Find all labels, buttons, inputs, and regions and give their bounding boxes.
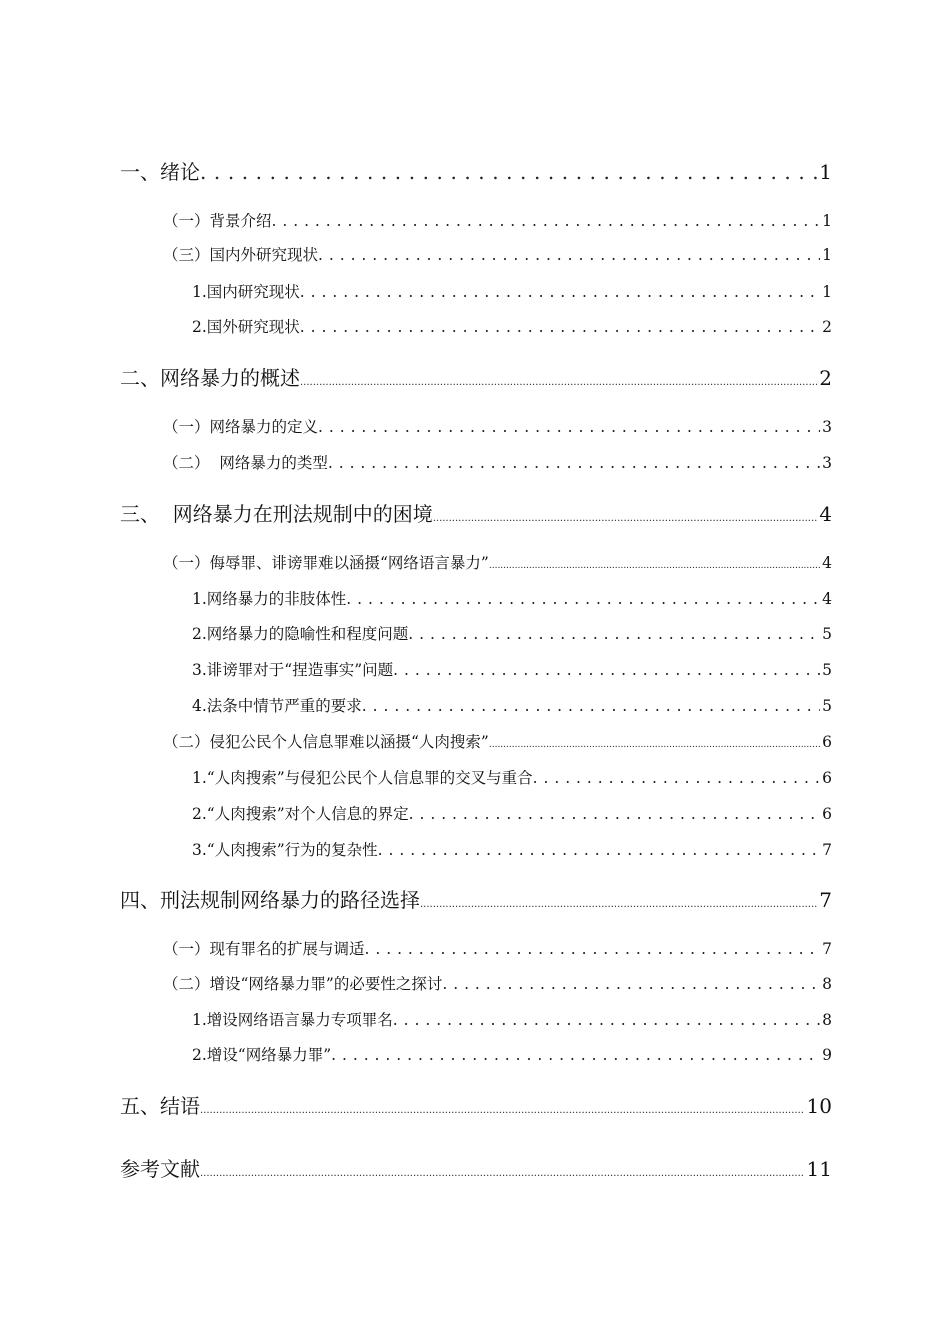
toc-entry-human-flesh-complexity[interactable] <box>192 838 832 860</box>
dot-leader <box>200 1094 805 1118</box>
toc-entry-label: （二） 网络暴力的类型 <box>163 454 328 472</box>
dot-leader <box>300 366 817 390</box>
dot-leader <box>200 1157 805 1181</box>
toc-entry-domestic-research[interactable] <box>192 280 832 302</box>
toc-entry-expansion[interactable] <box>163 937 832 959</box>
toc-page-number: 5 <box>822 661 832 679</box>
toc-page-number: 2 <box>819 366 832 390</box>
toc-entry-label: 3.诽谤罪对于“捏造事实”问题 <box>192 661 394 679</box>
toc-entry-research-status[interactable] <box>163 243 832 265</box>
toc-page-number: 6 <box>822 805 832 823</box>
toc-entry-human-flesh-definition[interactable] <box>192 802 832 824</box>
dot-leader <box>362 697 820 715</box>
dot-leader <box>300 318 820 336</box>
toc-entry-metaphor[interactable] <box>192 622 832 644</box>
toc-entry-label: 4.法条中情节严重的要求 <box>192 697 362 715</box>
toc-entry-label: （一）背景介绍 <box>163 212 272 230</box>
toc-entry-label: 3.“人肉搜索”行为的复杂性 <box>192 841 378 859</box>
toc-entry-label: （二）增设“网络暴力罪”的必要性之探讨 <box>163 975 443 993</box>
toc-entry-types[interactable] <box>163 451 832 473</box>
toc-entry-label: （一）网络暴力的定义 <box>163 418 319 436</box>
dot-leader <box>318 246 820 264</box>
toc-page-number: 9 <box>822 1046 832 1064</box>
toc-entry-label: 四、刑法规制网络暴力的路径选择 <box>120 888 420 912</box>
toc-entry-network-violence-crime[interactable] <box>192 1043 832 1065</box>
dot-leader <box>346 590 820 608</box>
toc-page-number: 4 <box>822 590 832 608</box>
toc-entry-serious-circumstances[interactable] <box>192 694 832 716</box>
toc-entry-label: 2.增设“网络暴力罪” <box>192 1046 332 1064</box>
toc-page-number: 8 <box>822 1011 832 1029</box>
dot-leader <box>420 888 817 912</box>
toc-page-number: 10 <box>806 1094 832 1118</box>
toc-page-number: 3 <box>822 418 832 436</box>
toc-entry-label: 1.国内研究现状 <box>192 283 300 301</box>
dot-leader <box>408 625 820 643</box>
toc-page-number: 7 <box>822 841 832 859</box>
toc-page-number: 5 <box>822 625 832 643</box>
toc-entry-label: 2.网络暴力的隐喻性和程度问题 <box>192 625 409 643</box>
toc-entry-dilemma[interactable] <box>120 498 832 527</box>
toc-page-number: 4 <box>819 502 832 526</box>
toc-entry-overview[interactable] <box>120 362 832 391</box>
dot-leader <box>378 841 820 859</box>
toc-entry-introduction[interactable] <box>120 156 832 185</box>
toc-page-number: 3 <box>822 454 832 472</box>
toc-entry-label: （三）国内外研究现状 <box>163 246 319 264</box>
dot-leader <box>489 733 820 751</box>
dot-leader <box>442 975 820 993</box>
toc-entry-label: （一）现有罪名的扩展与调适 <box>163 940 365 958</box>
toc-entry-label: 五、结语 <box>120 1094 200 1118</box>
toc-entry-insult-defamation[interactable] <box>163 551 832 573</box>
toc-page-number: 11 <box>806 1157 832 1181</box>
toc-entry-path-selection[interactable] <box>120 884 832 913</box>
toc-entry-label: 三、 网络暴力在刑法规制中的困境 <box>120 502 433 526</box>
toc-entry-conclusion[interactable] <box>120 1090 832 1119</box>
toc-entry-label: 2.“人肉搜索”对个人信息的界定 <box>192 805 409 823</box>
toc-entry-definition[interactable] <box>163 415 832 437</box>
toc-entry-label: 一、绪论 <box>120 160 200 184</box>
dot-leader <box>393 1011 820 1029</box>
dot-leader <box>328 454 820 472</box>
toc-entry-label: 1.网络暴力的非肢体性 <box>192 590 347 608</box>
dot-leader <box>433 502 818 526</box>
toc-entry-personal-info[interactable] <box>163 730 832 752</box>
toc-entry-special-crime[interactable] <box>192 1008 832 1030</box>
toc-entry-fabrication[interactable] <box>192 658 832 680</box>
toc-entry-label: 1.“人肉搜索”与侵犯公民个人信息罪的交叉与重合 <box>192 769 533 787</box>
toc-entry-label: 参考文献 <box>120 1157 200 1181</box>
toc-entry-label: 二、网络暴力的概述 <box>120 366 300 390</box>
toc-entry-label: （二）侵犯公民个人信息罪难以涵摄“人肉搜索” <box>163 733 489 751</box>
dot-leader <box>393 661 820 679</box>
toc-page-number: 1 <box>822 212 832 230</box>
toc-page-number: 4 <box>822 554 832 572</box>
toc-page-number: 6 <box>822 769 832 787</box>
toc-page-number: 1 <box>819 160 832 184</box>
dot-leader <box>409 805 820 823</box>
toc-page-number: 7 <box>819 888 832 912</box>
toc-entry-human-flesh-overlap[interactable] <box>192 766 832 788</box>
toc-page-number: 2 <box>822 318 832 336</box>
toc-entry-label: 1.增设网络语言暴力专项罪名 <box>192 1011 393 1029</box>
toc-page-number: 6 <box>822 733 832 751</box>
dot-leader <box>318 418 820 436</box>
dot-leader <box>533 769 820 787</box>
dot-leader <box>200 160 817 184</box>
toc-page-number: 7 <box>822 940 832 958</box>
toc-page-number: 1 <box>822 246 832 264</box>
toc-page-number: 1 <box>822 283 832 301</box>
toc-entry-label: 2.国外研究现状 <box>192 318 300 336</box>
dot-leader <box>489 554 820 572</box>
dot-leader <box>365 940 821 958</box>
toc-entry-background[interactable] <box>163 209 832 231</box>
toc-entry-non-physical[interactable] <box>192 587 832 609</box>
dot-leader <box>331 1046 820 1064</box>
toc-page-number: 8 <box>822 975 832 993</box>
toc-entry-references[interactable] <box>120 1153 832 1182</box>
toc-entry-new-crime-necessity[interactable] <box>163 972 832 994</box>
dot-leader <box>272 212 821 230</box>
dot-leader <box>300 283 820 301</box>
toc-page-number: 5 <box>822 697 832 715</box>
toc-entry-foreign-research[interactable] <box>192 315 832 337</box>
toc-entry-label: （一）侮辱罪、诽谤罪难以涵摄“网络语言暴力” <box>163 554 489 572</box>
